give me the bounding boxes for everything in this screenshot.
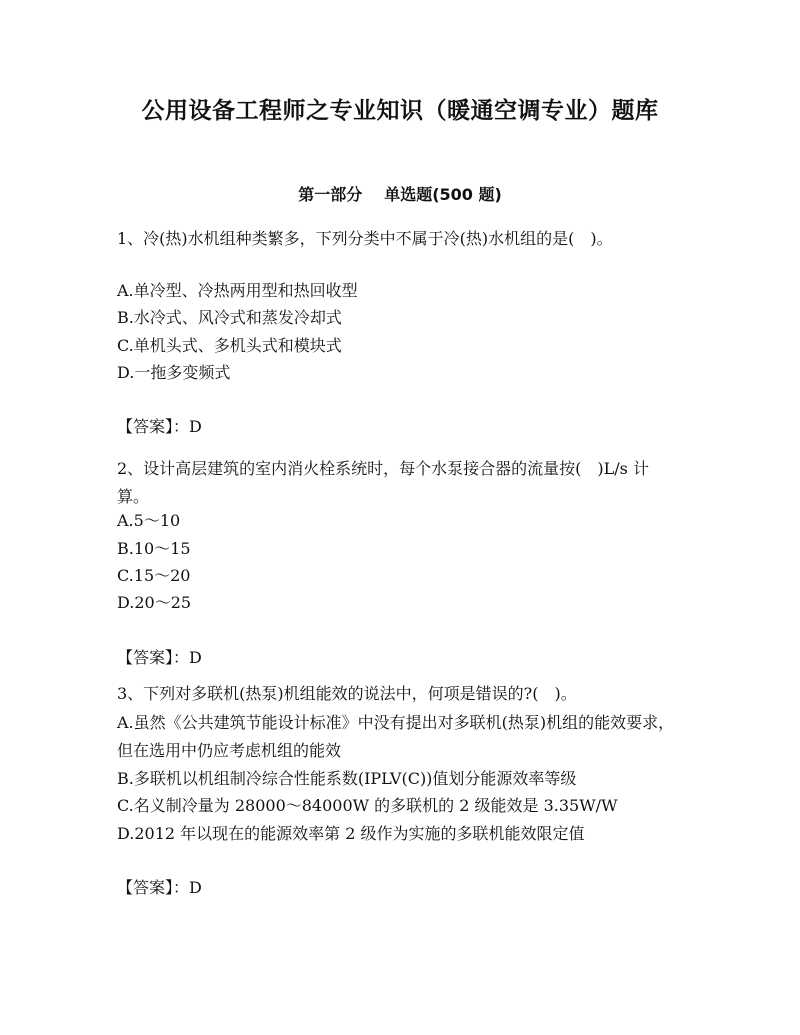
question-3-option-a: A.虽然《公共建筑节能设计标准》中没有提出对多联机(热泵)机组的能效要求，但在选用中仍应考虑机组的能效 — [117, 713, 675, 760]
question-2-answer — [117, 648, 202, 668]
answer-value: D — [189, 648, 202, 667]
question-2-option-c: C.15～20 — [117, 566, 191, 585]
question-2-option-d: D.20～25 — [117, 593, 192, 612]
section-name: 单选题(500 题) — [384, 185, 502, 204]
question-1-text: 1、冷(热)水机组种类繁多，下列分类中不属于冷(热)水机组的是( )。 — [117, 229, 613, 248]
question-1-option-d: D.一拖多变频式 — [117, 363, 231, 382]
answer-label: 【答案】： — [117, 417, 190, 436]
question-3-option-d: D.2012 年以现在的能源效率第 2 级作为实施的多联机能效限定值 — [117, 824, 585, 843]
answer-label: 【答案】： — [117, 648, 190, 667]
question-1-option-b: B.水冷式、风冷式和蒸发冷却式 — [117, 308, 342, 327]
question-1-option-a: A.单冷型、冷热两用型和热回收型 — [117, 281, 358, 300]
question-1-answer — [117, 417, 202, 437]
section-part: 第一部分 — [298, 185, 363, 204]
question-2-option-b: B.10～15 — [117, 539, 191, 558]
question-1-option-c: C.单机头式、多机头式和模块式 — [117, 336, 342, 355]
question-3-text: 3、下列对多联机(热泵)机组能效的说法中，何项是错误的?( )。 — [117, 684, 577, 703]
document-title: 公用设备工程师之专业知识（暖通空调专业）题库 — [141, 97, 659, 124]
question-3-option-b: B.多联机以机组制冷综合性能系数(IPLV(C))值划分能源效率等级 — [117, 769, 577, 788]
question-2-text: 2、设计高层建筑的室内消火栓系统时，每个水泵接合器的流量按( )L/s 计算。 — [117, 459, 649, 506]
question-3-answer — [117, 878, 202, 898]
answer-label: 【答案】： — [117, 878, 190, 897]
question-3-option-c: C.名义制冷量为 28000～84000W 的多联机的 2 级能效是 3.35W/W — [117, 796, 618, 815]
answer-value: D — [189, 417, 202, 436]
section-heading — [0, 182, 800, 205]
answer-value: D — [189, 878, 202, 897]
question-2-option-a: A.5～10 — [117, 511, 181, 530]
